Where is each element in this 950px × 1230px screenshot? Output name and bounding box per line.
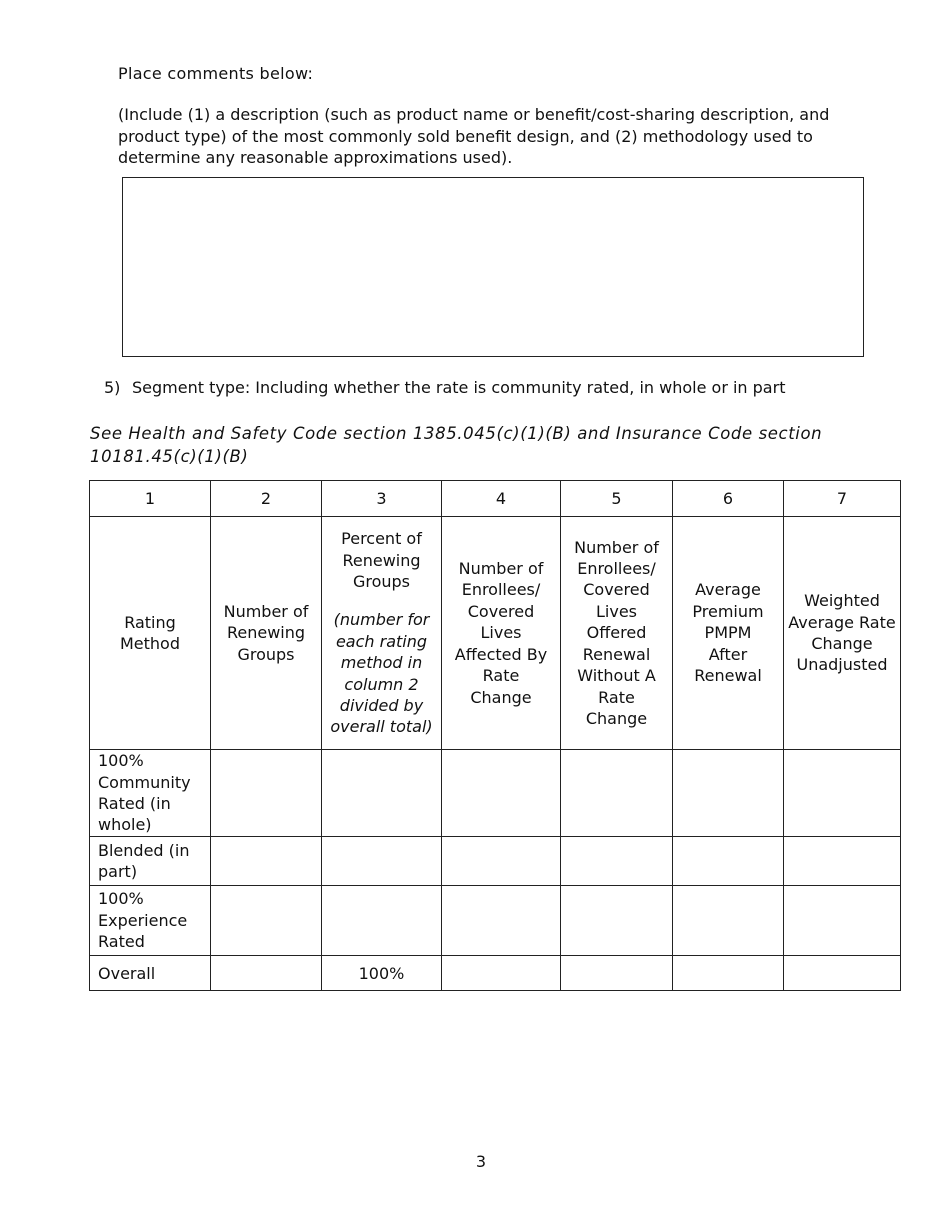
row-label: 100% Community Rated (in whole) bbox=[90, 750, 211, 837]
header-average-premium bbox=[673, 517, 784, 750]
comment-text-box[interactable] bbox=[122, 177, 864, 357]
header-text: Percent of Renewing Groups bbox=[341, 529, 422, 591]
header-text: Number of Renewing Groups bbox=[223, 601, 309, 664]
table-row bbox=[90, 886, 901, 956]
header-text: Average Premium PMPM After Renewal bbox=[692, 580, 764, 686]
table-cell[interactable] bbox=[322, 837, 442, 886]
table-cell[interactable] bbox=[442, 750, 561, 837]
header-rating-method bbox=[90, 517, 211, 750]
comments-label: Place comments below: bbox=[118, 64, 314, 83]
table-cell[interactable] bbox=[673, 837, 784, 886]
table-cell[interactable] bbox=[784, 837, 901, 886]
column-number: 2 bbox=[211, 481, 322, 517]
table-cell[interactable] bbox=[784, 886, 901, 956]
header-row bbox=[90, 517, 901, 750]
table-row bbox=[90, 750, 901, 837]
table-cell[interactable] bbox=[561, 886, 673, 956]
header-note: (number for each rating method in column 2 divided by overall total) bbox=[330, 610, 433, 737]
segment-type-item bbox=[104, 378, 785, 397]
table-cell[interactable] bbox=[442, 956, 561, 991]
table-cell[interactable] bbox=[561, 837, 673, 886]
header-number-renewing-groups bbox=[211, 517, 322, 750]
overall-percent-cell: 100% bbox=[322, 956, 442, 991]
table-row-overall bbox=[90, 956, 901, 991]
column-number-row bbox=[90, 481, 901, 517]
segment-type-text: Segment type: Including whether the rate is community rated, in whole or in part bbox=[132, 378, 786, 397]
row-label: Blended (in part) bbox=[90, 837, 211, 886]
table-cell[interactable] bbox=[784, 750, 901, 837]
column-number: 7 bbox=[784, 481, 901, 517]
segment-type-table bbox=[89, 480, 901, 991]
header-text: Number of Enrollees/ Covered Lives Offered Renewal Without A Rate Change bbox=[574, 537, 659, 728]
item-number: 5) bbox=[104, 378, 121, 397]
table-cell[interactable] bbox=[211, 956, 322, 991]
table-cell[interactable] bbox=[211, 837, 322, 886]
table-cell[interactable] bbox=[322, 750, 442, 837]
row-label: Overall bbox=[90, 956, 211, 991]
table-cell[interactable] bbox=[322, 886, 442, 956]
header-text: Weighted Average Rate Change Unadjusted bbox=[788, 591, 896, 675]
row-label: 100% Experience Rated bbox=[90, 886, 211, 956]
header-enrollees-no-change bbox=[561, 517, 673, 750]
table-row bbox=[90, 837, 901, 886]
table-cell[interactable] bbox=[673, 886, 784, 956]
column-number: 1 bbox=[90, 481, 211, 517]
table-cell[interactable] bbox=[561, 750, 673, 837]
header-percent-renewing-groups bbox=[322, 517, 442, 750]
header-text: Rating Method bbox=[119, 612, 180, 653]
column-number: 3 bbox=[322, 481, 442, 517]
column-number: 6 bbox=[673, 481, 784, 517]
table-cell[interactable] bbox=[561, 956, 673, 991]
table-cell[interactable] bbox=[442, 886, 561, 956]
header-weighted-rate-change bbox=[784, 517, 901, 750]
column-number: 4 bbox=[442, 481, 561, 517]
table-cell[interactable] bbox=[673, 750, 784, 837]
table-cell[interactable] bbox=[784, 956, 901, 991]
table-cell[interactable] bbox=[211, 750, 322, 837]
table-cell[interactable] bbox=[442, 837, 561, 886]
comments-instructions: (Include (1) a description (such as product name or benefit/cost-sharing description, and product type) of the most commonly sold benefit design, and (2) methodology used to determine any reasonable approximations used). bbox=[118, 105, 830, 167]
header-enrollees-affected bbox=[442, 517, 561, 750]
header-text: Number of Enrollees/ Covered Lives Affected By Rate Change bbox=[454, 559, 548, 707]
code-citation: See Health and Safety Code section 1385.045(c)(1)(B) and Insurance Code section 10181.45(c)(1)(B) bbox=[90, 424, 823, 466]
table-cell[interactable] bbox=[211, 886, 322, 956]
column-number: 5 bbox=[561, 481, 673, 517]
page-number: 3 bbox=[475, 1152, 487, 1171]
table-cell[interactable] bbox=[673, 956, 784, 991]
